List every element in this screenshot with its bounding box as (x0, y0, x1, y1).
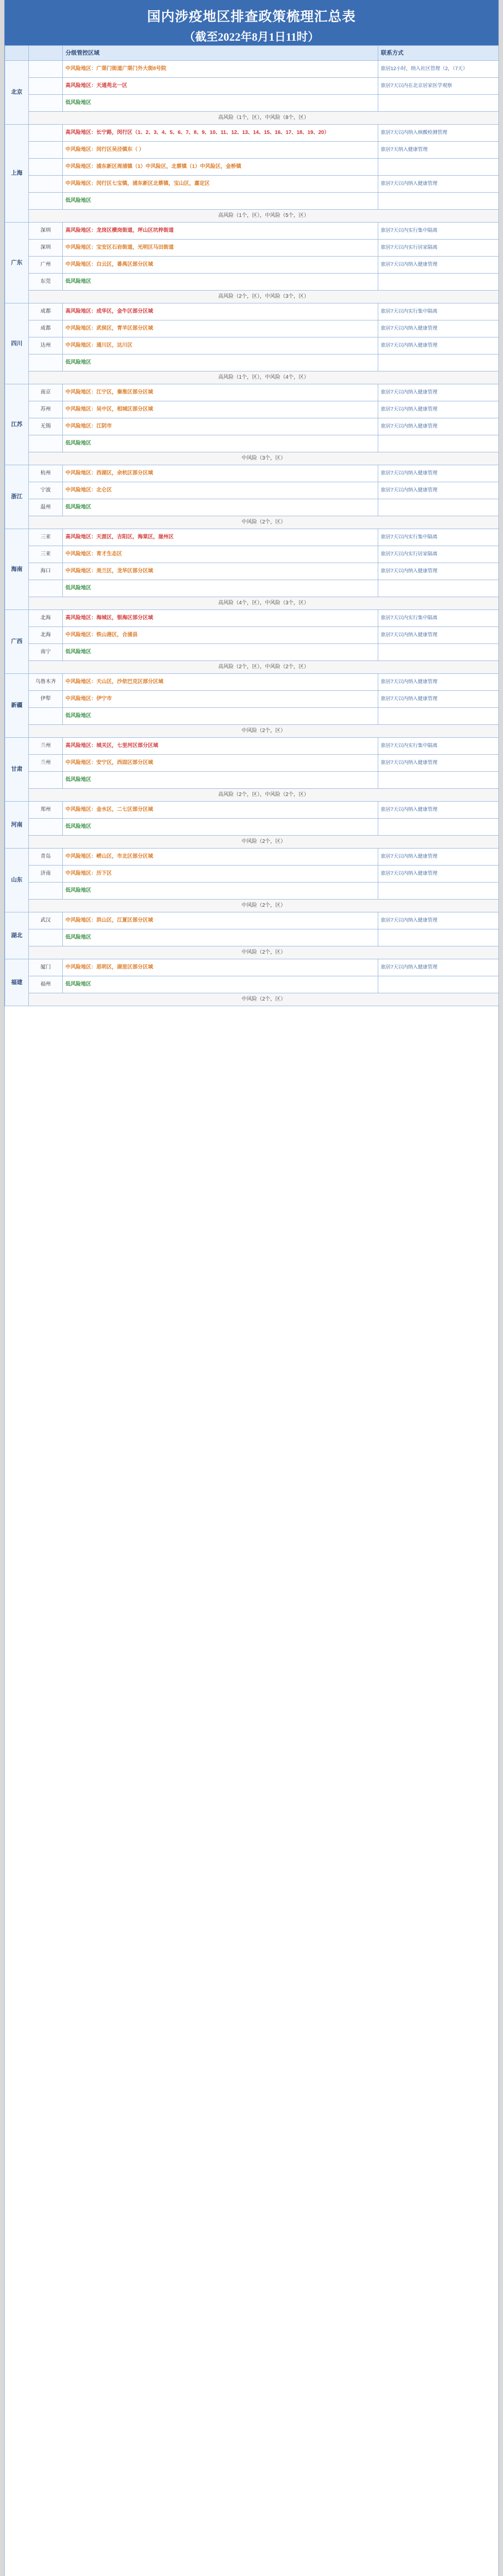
risk-level-text: 中风险地区：崂山区，市北区部分区域 (65, 854, 153, 860)
table-row (5, 849, 499, 866)
contact-cell: 旅居7天以内实行集中隔离 (378, 303, 499, 320)
policy-cell (63, 465, 378, 482)
table-row (5, 240, 499, 257)
policy-cell (63, 193, 378, 210)
page-title: 国内涉疫地区排查政策梳理汇总表 (147, 9, 356, 24)
risk-level-text: 低风险地区 (65, 198, 91, 204)
table-row (5, 883, 499, 900)
contact-cell: 旅居7天以内实行居家隔离 (378, 240, 499, 257)
table-row (5, 465, 499, 482)
policy-cell (63, 819, 378, 836)
policy-table (5, 45, 499, 1006)
summary-row (5, 112, 499, 125)
risk-level-text: 中风险地区：通川区，达川区 (65, 343, 132, 349)
table-row (5, 866, 499, 883)
table-row (5, 819, 499, 836)
province-cell: 江苏 (5, 384, 29, 465)
contact-cell: 旅居7天以内纳入健康管理 (378, 465, 499, 482)
table-row (5, 274, 499, 291)
contact-cell: 旅居7天以内实行居家隔离 (378, 546, 499, 563)
risk-level-text: 中风险地区：闵行区吴泾镇东（ ） (65, 147, 144, 153)
risk-level-text: 中风险地区：白云区，番禺区部分区域 (65, 262, 153, 268)
city-cell (29, 772, 63, 789)
policy-cell (63, 95, 378, 112)
province-cell: 甘肃 (5, 738, 29, 802)
risk-level-text: 中风险地区：北仑区 (65, 487, 112, 494)
contact-cell (378, 580, 499, 597)
risk-level-text: 中风险地区：宝安区石岩街道，光明区马田街道 (65, 245, 174, 251)
table-row (5, 61, 499, 78)
risk-level-text: 中风险地区：天山区，沙依巴克区部分区域 (65, 679, 163, 685)
contact-cell (378, 159, 499, 176)
contact-cell: 旅居7天以内纳入健康管理 (378, 849, 499, 866)
policy-cell (63, 959, 378, 976)
city-cell: 兰州 (29, 755, 63, 772)
contact-cell (378, 883, 499, 900)
summary-text: 中风险（2个，区） (29, 900, 499, 912)
city-cell (29, 159, 63, 176)
table-row (5, 499, 499, 516)
city-cell: 深圳 (29, 223, 63, 240)
summary-text: 中风险（2个，区） (29, 516, 499, 529)
contact-cell: 旅居7天以内实行集中隔离 (378, 610, 499, 627)
contact-cell: 旅居7天以内纳入健康管理 (378, 176, 499, 193)
contact-cell: 旅居7天以内实行集中隔离 (378, 223, 499, 240)
contact-cell (378, 708, 499, 725)
policy-cell (63, 929, 378, 946)
city-cell: 成都 (29, 320, 63, 337)
contact-cell (378, 976, 499, 993)
table-row (5, 529, 499, 546)
policy-cell (63, 849, 378, 866)
table-row (5, 337, 499, 354)
risk-level-text: 高风险地区：天通苑北一区 (65, 83, 127, 89)
table-row (5, 193, 499, 210)
policy-cell (63, 529, 378, 546)
city-cell: 北海 (29, 610, 63, 627)
city-cell: 北海 (29, 627, 63, 644)
policy-cell (63, 610, 378, 627)
table-row (5, 125, 499, 142)
policy-cell (63, 354, 378, 371)
policy-cell (63, 61, 378, 78)
contact-cell: 旅居7天纳入健康管理 (378, 142, 499, 159)
city-cell (29, 929, 63, 946)
province-cell: 四川 (5, 303, 29, 384)
risk-level-text: 中风险地区：洪山区，江夏区部分区域 (65, 918, 153, 924)
city-cell (29, 580, 63, 597)
city-cell (29, 819, 63, 836)
policy-cell (63, 418, 378, 435)
table-row (5, 159, 499, 176)
summary-row (5, 371, 499, 384)
policy-cell (63, 563, 378, 580)
city-cell: 广州 (29, 257, 63, 274)
province-cell: 湖北 (5, 912, 29, 959)
risk-level-text: 中风险地区：思明区，湖里区部分区域 (65, 964, 153, 971)
contact-cell: 旅居7天以内纳入健康管理 (378, 627, 499, 644)
policy-cell (63, 401, 378, 418)
contact-cell (378, 499, 499, 516)
table-row (5, 384, 499, 401)
city-cell (29, 354, 63, 371)
policy-cell (63, 912, 378, 929)
policy-cell (63, 142, 378, 159)
city-cell (29, 435, 63, 452)
risk-level-text: 低风险地区 (65, 504, 91, 511)
risk-level-text: 高风险地区：长宁路，闵行区（1、2、3、4、5、6、7、8、9、10、11、12、13、14、15、16、17、18、19、20） (65, 130, 329, 136)
risk-level-text: 低风险地区 (65, 100, 91, 106)
city-cell: 南宁 (29, 644, 63, 661)
column-header (5, 46, 29, 61)
contact-cell: 旅居7天以内纳入健康管理 (378, 959, 499, 976)
risk-level-text: 中风险地区：育才生态区 (65, 551, 122, 557)
risk-level-text: 低风险地区 (65, 649, 91, 655)
city-cell: 三亚 (29, 546, 63, 563)
policy-cell (63, 303, 378, 320)
table-row (5, 674, 499, 691)
city-cell: 伊犁 (29, 691, 63, 708)
table-row (5, 303, 499, 320)
province-cell: 广东 (5, 223, 29, 303)
summary-text: 高风险（2个，区），中风险（2个，区） (29, 661, 499, 674)
city-cell: 三亚 (29, 529, 63, 546)
province-cell: 河南 (5, 802, 29, 849)
risk-level-text: 高风险地区：城关区，七里河区部分区域 (65, 743, 158, 749)
city-cell (29, 142, 63, 159)
table-row (5, 482, 499, 499)
city-cell: 乌鲁木齐 (29, 674, 63, 691)
table-row (5, 176, 499, 193)
city-cell: 郑州 (29, 802, 63, 819)
policy-cell (63, 674, 378, 691)
table-row (5, 627, 499, 644)
policy-cell (63, 240, 378, 257)
policy-cell (63, 738, 378, 755)
policy-cell (63, 866, 378, 883)
risk-level-text: 高风险地区：海城区，银海区部分区域 (65, 615, 153, 621)
city-cell: 成都 (29, 303, 63, 320)
contact-cell: 旅居12小时，纳入社区管理（2，（7天） (378, 61, 499, 78)
contact-cell (378, 354, 499, 371)
city-cell: 福州 (29, 976, 63, 993)
risk-level-text: 低风险地区 (65, 585, 91, 591)
policy-cell (63, 580, 378, 597)
contact-cell: 旅居7天以内纳入健康管理 (378, 418, 499, 435)
contact-cell (378, 193, 499, 210)
city-cell (29, 95, 63, 112)
table-row (5, 142, 499, 159)
table-row (5, 401, 499, 418)
risk-level-text: 中风险地区：历下区 (65, 871, 112, 877)
city-cell: 济南 (29, 866, 63, 883)
province-cell: 新疆 (5, 674, 29, 738)
city-cell (29, 176, 63, 193)
table-row (5, 644, 499, 661)
province-cell: 福建 (5, 959, 29, 1006)
table-row (5, 708, 499, 725)
city-cell (29, 61, 63, 78)
city-cell: 达州 (29, 337, 63, 354)
policy-cell (63, 257, 378, 274)
policy-cell (63, 546, 378, 563)
table-body (5, 61, 499, 1006)
risk-level-text: 中风险地区：安宁区，西固区部分区域 (65, 760, 153, 766)
summary-row (5, 946, 499, 959)
contact-cell: 旅居7天以内纳入健康管理 (378, 674, 499, 691)
summary-row (5, 836, 499, 849)
policy-cell (63, 644, 378, 661)
contact-cell: 旅居7天以内纳入健康管理 (378, 482, 499, 499)
policy-cell (63, 627, 378, 644)
risk-level-text: 中风险地区：美兰区，龙华区部分区域 (65, 568, 153, 574)
summary-text: 中风险（2个，区） (29, 946, 499, 959)
contact-cell (378, 95, 499, 112)
risk-level-text: 中风险地区：吴中区，相城区部分区域 (65, 406, 153, 413)
risk-level-text: 低风险地区 (65, 777, 91, 783)
page-subtitle: （截至2022年8月1日11时） (183, 30, 320, 43)
risk-level-text: 低风险地区 (65, 981, 91, 988)
risk-level-text: 低风险地区 (65, 360, 91, 366)
city-cell: 苏州 (29, 401, 63, 418)
table-row (5, 691, 499, 708)
province-cell: 上海 (5, 125, 29, 223)
policy-cell (63, 176, 378, 193)
risk-level-text: 高风险地区：成华区，金牛区部分区域 (65, 309, 153, 315)
contact-cell: 旅居7天以内纳入健康管理 (378, 384, 499, 401)
table-row (5, 929, 499, 946)
city-cell: 无锡 (29, 418, 63, 435)
city-cell: 杭州 (29, 465, 63, 482)
summary-text: 中风险（2个，区） (29, 725, 499, 738)
risk-level-text: 中风险地区：铁山港区，合浦县 (65, 632, 138, 638)
city-cell: 青岛 (29, 849, 63, 866)
contact-cell: 旅居7天以内实行集中隔离 (378, 738, 499, 755)
risk-level-text: 中风险地区：金水区，二七区部分区域 (65, 807, 153, 813)
city-cell (29, 193, 63, 210)
risk-level-text: 高风险地区：龙岗区横岗街道，坪山区坑梓街道 (65, 228, 174, 234)
contact-cell: 旅居7天以内纳入健康管理 (378, 563, 499, 580)
contact-cell: 旅居7天以内纳入健康管理 (378, 755, 499, 772)
summary-row (5, 291, 499, 303)
risk-level-text: 中风险地区：武侯区，青羊区部分区域 (65, 326, 153, 332)
table-row (5, 563, 499, 580)
city-cell: 温州 (29, 499, 63, 516)
policy-cell (63, 435, 378, 452)
province-cell: 北京 (5, 61, 29, 125)
policy-cell (63, 78, 378, 95)
risk-level-text: 低风险地区 (65, 279, 91, 285)
contact-cell: 旅居7天以内纳入健康管理 (378, 691, 499, 708)
table-row (5, 78, 499, 95)
city-cell: 兰州 (29, 738, 63, 755)
table-row (5, 580, 499, 597)
summary-text: 中风险（2个，区） (29, 836, 499, 849)
table-row (5, 610, 499, 627)
policy-cell (63, 159, 378, 176)
policy-cell (63, 755, 378, 772)
table-row (5, 354, 499, 371)
contact-cell (378, 274, 499, 291)
policy-cell (63, 708, 378, 725)
summary-text: 高风险（4个，区），中风险（3个，区） (29, 597, 499, 610)
city-cell (29, 125, 63, 142)
city-cell: 武汉 (29, 912, 63, 929)
table-row (5, 912, 499, 929)
risk-level-text: 中风险地区：江宁区，秦淮区部分区域 (65, 389, 153, 396)
city-cell: 宁波 (29, 482, 63, 499)
city-cell: 南京 (29, 384, 63, 401)
risk-level-text: 中风险地区：西湖区，余杭区部分区域 (65, 470, 153, 477)
table-row (5, 257, 499, 274)
table-row (5, 418, 499, 435)
summary-text: 高风险（1个，区），中风险（8个，区） (29, 112, 499, 125)
policy-cell (63, 384, 378, 401)
city-cell: 东莞 (29, 274, 63, 291)
contact-cell: 旅居7天以内纳入健康管理 (378, 257, 499, 274)
risk-level-text: 高风险地区：天涯区，吉阳区，海棠区，崖州区 (65, 534, 174, 540)
summary-row (5, 210, 499, 223)
risk-level-text: 中风险地区：广渠门街道广渠门外大街8号院 (65, 66, 166, 72)
table-row (5, 95, 499, 112)
summary-row (5, 597, 499, 610)
summary-text: 高风险（2个，区），中风险（3个，区） (29, 291, 499, 303)
risk-level-text: 低风险地区 (65, 935, 91, 941)
policy-cell (63, 337, 378, 354)
contact-cell: 旅居7天以内纳入核酸检测管理 (378, 125, 499, 142)
risk-level-text: 中风险地区：江阴市 (65, 423, 112, 430)
contact-cell: 旅居7天以内纳入健康管理 (378, 912, 499, 929)
province-cell: 浙江 (5, 465, 29, 529)
city-cell: 海口 (29, 563, 63, 580)
risk-level-text: 低风险地区 (65, 824, 91, 830)
policy-cell (63, 499, 378, 516)
policy-cell (63, 691, 378, 708)
risk-level-text: 低风险地区 (65, 888, 91, 894)
risk-level-text: 中风险地区：伊宁市 (65, 696, 112, 702)
summary-text: 中风险（2个，区） (29, 993, 499, 1006)
risk-level-text: 中风险地区：浦东新区周浦镇（1）中风险区，北蔡镇（1）中风险区，金桥镇 (65, 164, 242, 170)
contact-cell: 旅居7天以内在北京居家医学观察 (378, 78, 499, 95)
summary-text: 高风险（1个，区），中风险（5个，区） (29, 210, 499, 223)
table-row (5, 755, 499, 772)
city-cell (29, 708, 63, 725)
policy-cell (63, 883, 378, 900)
policy-cell (63, 125, 378, 142)
contact-cell (378, 772, 499, 789)
policy-cell (63, 976, 378, 993)
summary-row (5, 452, 499, 465)
contact-cell: 旅居7天以内纳入健康管理 (378, 866, 499, 883)
risk-level-text: 中风险地区：闵行区七宝镇，浦东新区北蔡镇，宝山区，嘉定区 (65, 181, 210, 187)
contact-cell: 旅居7天以内纳入健康管理 (378, 337, 499, 354)
city-cell: 厦门 (29, 959, 63, 976)
risk-level-text: 低风险地区 (65, 440, 91, 447)
contact-cell (378, 644, 499, 661)
risk-level-text: 低风险地区 (65, 713, 91, 719)
table-row (5, 976, 499, 993)
policy-cell (63, 223, 378, 240)
contact-cell (378, 435, 499, 452)
contact-cell: 旅居7天以内纳入健康管理 (378, 320, 499, 337)
policy-cell (63, 320, 378, 337)
summary-row (5, 789, 499, 802)
column-header: 联系方式 (378, 46, 499, 61)
table-row (5, 223, 499, 240)
contact-cell: 旅居7天以内纳入健康管理 (378, 802, 499, 819)
contact-cell: 旅居7天以内纳入健康管理 (378, 401, 499, 418)
table-row (5, 738, 499, 755)
table-row (5, 959, 499, 976)
contact-cell (378, 929, 499, 946)
city-cell (29, 883, 63, 900)
column-header (29, 46, 63, 61)
policy-cell (63, 274, 378, 291)
summary-row (5, 516, 499, 529)
policy-cell (63, 482, 378, 499)
summary-row (5, 993, 499, 1006)
policy-cell (63, 802, 378, 819)
table-header (5, 46, 499, 61)
column-header: 分级管控区域 (63, 46, 378, 61)
table-row (5, 320, 499, 337)
document-page (4, 0, 499, 2576)
table-row (5, 435, 499, 452)
table-row (5, 546, 499, 563)
contact-cell (378, 819, 499, 836)
summary-row (5, 725, 499, 738)
summary-row (5, 661, 499, 674)
city-cell (29, 78, 63, 95)
contact-cell: 旅居7天以内实行集中隔离 (378, 529, 499, 546)
table-row (5, 802, 499, 819)
city-cell: 深圳 (29, 240, 63, 257)
title-banner (5, 0, 498, 45)
province-cell: 广西 (5, 610, 29, 674)
summary-row (5, 900, 499, 912)
province-cell: 海南 (5, 529, 29, 610)
province-cell: 山东 (5, 849, 29, 912)
summary-text: 高风险（2个，区），中风险（2个，区） (29, 789, 499, 802)
table-row (5, 772, 499, 789)
policy-cell (63, 772, 378, 789)
summary-text: 高风险（1个，区），中风险（4个，区） (29, 371, 499, 384)
summary-text: 中风险（3个，区） (29, 452, 499, 465)
